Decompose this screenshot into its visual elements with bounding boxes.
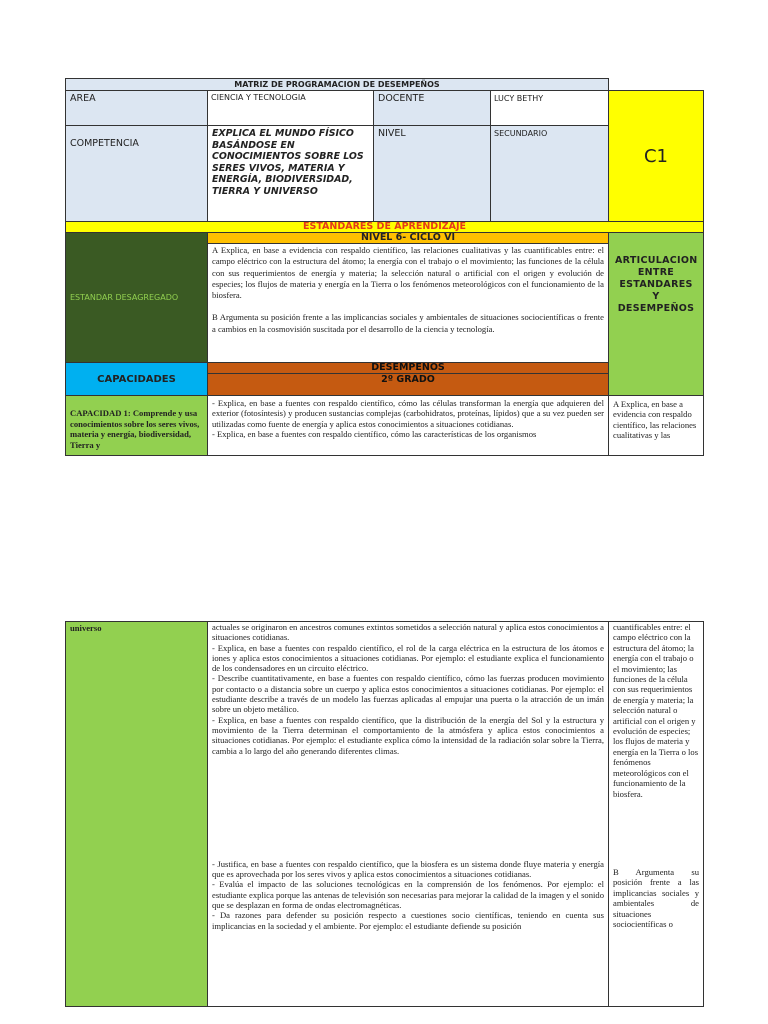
competency-code: C1 bbox=[608, 90, 704, 222]
desempeno-8: - Da razones para defender su posición respecto a cuestiones socio científicas, teniendo en cuenta sus implicancias en la sociedad y el ambiente. Por ejemplo: el estudiante defiende su posición bbox=[212, 910, 604, 931]
nivel-value: SECUNDARIO bbox=[490, 125, 609, 222]
capacidad-1-continued: universo bbox=[65, 621, 208, 1007]
capacidad-1: CAPACIDAD 1: Comprende y usa conocimientos sobre los seres vivos, materia y energía, biodiversidad, Tierra y bbox=[65, 395, 208, 456]
competencia-value: EXPLICA EL MUNDO FÍSICO BASÁNDOSE EN CONOCIMIENTOS SOBRE LOS SERES VIVOS, MATERIA Y ENERGÍA, BIODIVERSIDAD, TIERRA Y UNIVERSO bbox=[207, 125, 374, 222]
desempenos-cell-1 bbox=[207, 395, 609, 456]
estandar-text bbox=[207, 243, 609, 363]
estandar-a: A Explica, en base a evidencia con respaldo científico, las relaciones cualitativas y las cuantificables entre: el campo eléctrico con la estructura del átomo; la energía con el trabajo o el movimiento; las funciones de la célula con sus requerimientos de energía y materia; la selección natural o artificial con el origen y evolución de especies; los flujos de materia y energía en la Tierra o los fenómenos meteorológicos con el funcionamiento de la biosfera. bbox=[212, 245, 604, 301]
desempeno-6: - Justifica, en base a fuentes con respaldo científico, que la biosfera es un sistema donde fluye materia y energía que es aprovechada por los seres vivos y aplica estos conocimientos a situaciones cotidianas. bbox=[212, 858, 604, 880]
estandares-header: ESTANDARES DE APRENDIZAJE bbox=[65, 221, 704, 233]
grado-header: 2º GRADO bbox=[207, 373, 609, 396]
articulacion-header: ARTICULACION ENTRE ESTANDARES Y DESEMPEÑOS bbox=[608, 232, 704, 396]
area-label: AREA bbox=[65, 90, 208, 126]
desempeno-2: - Explica, en base a fuentes con respaldo científico, cómo las características de los organismos bbox=[212, 428, 537, 439]
docente-value: LUCY BETHY bbox=[490, 90, 609, 126]
competencia-label: COMPETENCIA bbox=[65, 125, 208, 222]
articulacion-cell-1: A Explica, en base a evidencia con respaldo científico, las relaciones cualitativas y las bbox=[608, 395, 704, 456]
desempeno-5: - Explica, en base a fuentes con respaldo científico, que la distribución de la energía del Sol y la estructura y movimiento de la Tierra determinan el comportamiento de la atmósfera y aplica estos conocimientos a situaciones cotidianas. Por ejemplo: el estudiante explica cómo la intensidad de la radiación solar sobre la Tierra, cambia a lo largo del año generando diferentes climas. bbox=[212, 714, 604, 756]
desempeno-3: - Explica, en base a fuentes con respaldo científico, el rol de la carga eléctrica en la estructura de los átomos e iones y aplica estos conocimientos a situaciones cotidianas. Por ejemplo: el estudiante explica el funcionamiento de los condensadores en un circuito eléctrico. bbox=[212, 642, 604, 674]
estandar-b: B Argumenta su posición frente a las implicancias sociales y ambientales de situaciones sociocientíficas o frente a cambios en la cosmovisión suscitada por el desarrollo de la ciencia y tecnología. bbox=[212, 312, 604, 334]
articulacion-cell-2 bbox=[608, 621, 704, 1007]
desempeno-4: - Describe cuantitativamente, en base a fuentes con respaldo científico, cómo las fuerzas producen movimiento por contacto o a distancia sobre un cuerpo y aplica estos conocimientos a situaciones cotidianas. Por ejemplo: el estudiante describe a través de un modelo las fuerzas aplicadas al empujar una puerta o la atracción de un imán sobre un objeto metálico. bbox=[212, 673, 604, 715]
articulacion-cont: cuantificables entre: el campo eléctrico con la estructura del átomo; la energía con el trabajo o el movimiento; las funciones de la célula con sus requerimientos de energía y materia; la selección natural o artificial con el origen y evolución de especies; los flujos de materia y energía en la Tierra o los fenómenos meteorológicos con el funcionamiento de la biosfera. bbox=[613, 622, 699, 799]
desempenos-header: DESEMPEÑOS bbox=[207, 362, 609, 374]
capacidades-label: CAPACIDADES bbox=[65, 362, 208, 396]
nivel-ciclo: NIVEL 6- CICLO VI bbox=[207, 232, 609, 244]
desempeno-cont: actuales se originaron en ancestros comunes extintos sometidos a selección natural y aplica estos conocimientos a situaciones cotidianas. bbox=[212, 622, 604, 643]
docente-label: DOCENTE bbox=[373, 90, 491, 126]
area-value: CIENCIA Y TECNOLOGIA bbox=[207, 90, 374, 126]
desempeno-1: - Explica, en base a fuentes con respaldo científico, cómo las células transforman la energía que adquieren del exterior (fotosíntesis) y producen sustancias complejas (carbohidratos, proteínas, lípidos) que a su vez pueden ser utilizadas como fuente de energía y aplica estos conocimientos a situaciones cotidianas. bbox=[212, 398, 604, 429]
estandar-desagregado-label: ESTANDAR DESAGREGADO bbox=[65, 232, 208, 363]
desempenos-cell-2 bbox=[207, 621, 609, 1007]
nivel-label: NIVEL bbox=[373, 125, 491, 222]
matrix-title: MATRIZ DE PROGRAMACION DE DESEMPEÑOS bbox=[65, 78, 609, 91]
desempeno-7: - Evalúa el impacto de las soluciones tecnológicas en la comprensión de los fenómenos. Por ejemplo: el estudiante explica porque las antenas de televisión son necesarias para mejorar la calidad de la imagen y el sonido que se desplazan en forma de ondas electromagnéticas. bbox=[212, 879, 604, 911]
articulacion-b: B Argumenta su posición frente a las implicancias sociales y ambientales de situaciones sociocientíficas o bbox=[613, 866, 699, 929]
